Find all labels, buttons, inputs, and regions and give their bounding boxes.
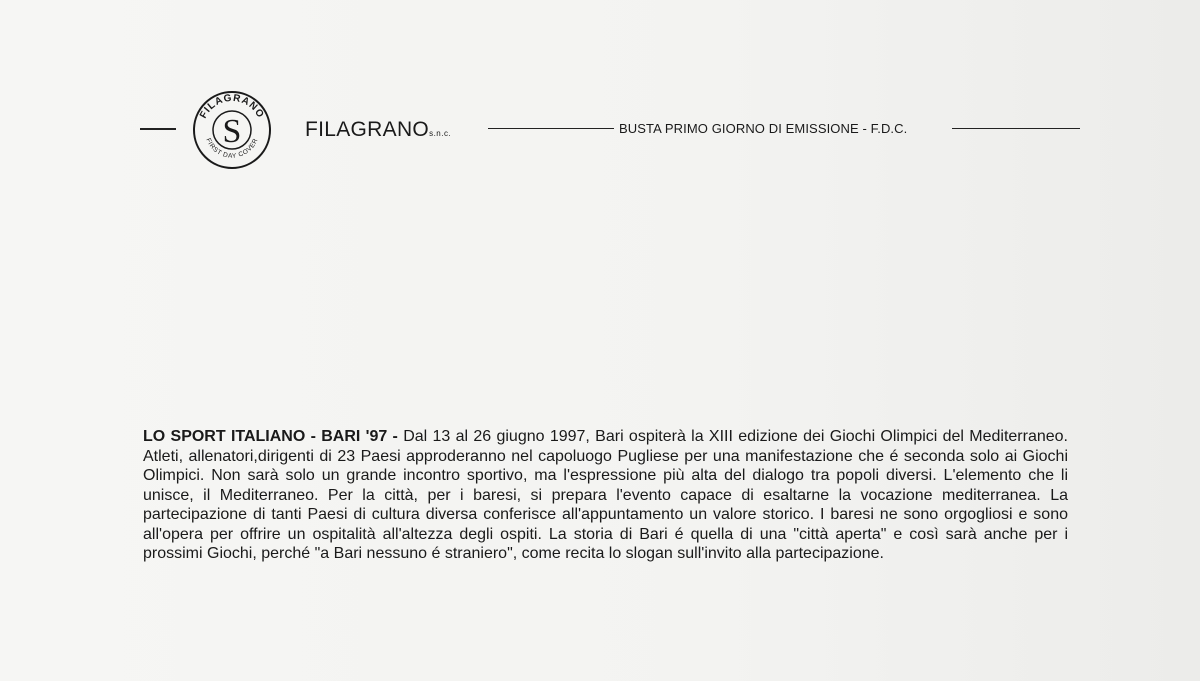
brand-suffix: s.n.c. (429, 129, 452, 138)
description-paragraph (143, 427, 1068, 564)
rule-line-left (488, 128, 614, 129)
seal-letter: S (222, 113, 242, 150)
paragraph-lead: LO SPORT ITALIANO - BARI '97 - (143, 428, 398, 445)
brand-name-text: FILAGRANO (305, 118, 430, 141)
header-rule (140, 88, 1080, 178)
seal-top-text: FILAGRANO (197, 92, 267, 121)
cover-type-label: BUSTA PRIMO GIORNO DI EMISSIONE - F.D.C. (619, 121, 908, 136)
left-dash-line (140, 128, 176, 130)
rule-line-right (952, 128, 1080, 129)
paragraph-text: Dal 13 al 26 giugno 1997, Bari ospiterà la XIII edizione dei Giochi Olimpici del Mediterraneo. Atleti, allenatori,dirigenti di 23 Paesi approderanno nel capoluogo Pugliese per una manifestazione che é seconda solo ai Giochi Olimpici. Non sarà solo un grande incontro sportivo, ma l'espressione più alta del dialogo tra popoli diversi. L'elemento che li unisce, il Mediterraneo. Per la città, per i baresi, si prepara l'evento capace di esaltarne la vocazione mediterranea. La partecipazione di tanti Paesi di cultura diversa conferisce all'appuntamento un valore storico. I baresi ne sono orgogliosi e sono all'opera per offrire un ospitalità all'altezza degli ospiti. La storia di Bari é quella di una "città aperta" e così sarà anche per i prossimi Giochi, perché "a Bari nessuno é straniero", come recita lo slogan sull'invito alla partecipazione. (143, 428, 1069, 562)
seal-bottom-text: FIRST DAY COVER (204, 137, 260, 160)
brand-name (305, 118, 451, 142)
filagrano-seal-logo (190, 88, 274, 172)
